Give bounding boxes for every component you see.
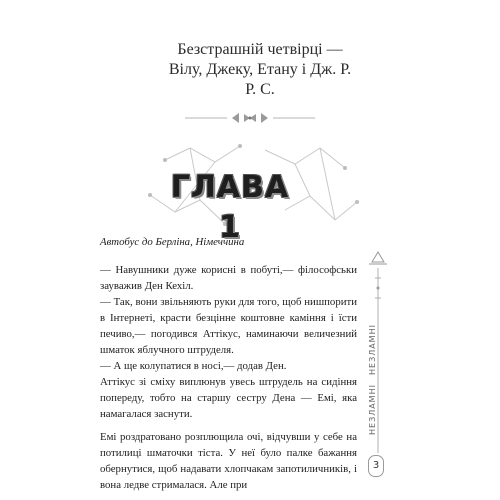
series-side-label: НЕЗЛАМНІ xyxy=(368,324,377,376)
location-line: Автобус до Берліна, Німеччина xyxy=(100,236,245,248)
page-number: 3 xyxy=(368,455,384,477)
paragraph: — Так, вони звільняють руки для того, щоб нишпорити в Інтернеті, красти безцінне коштовне каміння і їсти печиво,— погодився Аттікус, наминаючи величезний шматок яблучного штруделя. xyxy=(100,296,357,356)
series-side-label: НЕЗЛАМНІ xyxy=(368,384,377,436)
dedication-line-3: Р. С. xyxy=(245,81,275,98)
dedication-line-1: Безстрашній четвірці — xyxy=(177,41,343,58)
ornament-divider xyxy=(185,110,315,126)
chapter-title: ГЛАВА 1 xyxy=(170,170,290,245)
dedication-line-2: Вілу, Джеку, Етану і Дж. Р. xyxy=(168,61,352,78)
paragraph: — Навушники дуже корисні в побуті,— філософськи зауважив Ден Кехіл. xyxy=(100,264,357,292)
paragraph: Емі роздратовано розплющила очі, відчувши у себе на потилиці шматочки тіста. У неї було палке бажання обернутися, щоб надавати хлопчакам запотиличників, і вона ледве стрималася. Але при xyxy=(100,431,357,491)
dedication xyxy=(150,40,370,100)
paragraph: — А ще колупатися в носі,— додав Ден. xyxy=(100,360,287,372)
chapter-body xyxy=(100,234,357,493)
paragraph: Аттікус зі сміху виплюнув увесь штрудель на сидіння попереду, тобто на старшу сестру Дена — Емі, яка намагалася заснути. xyxy=(100,376,357,420)
